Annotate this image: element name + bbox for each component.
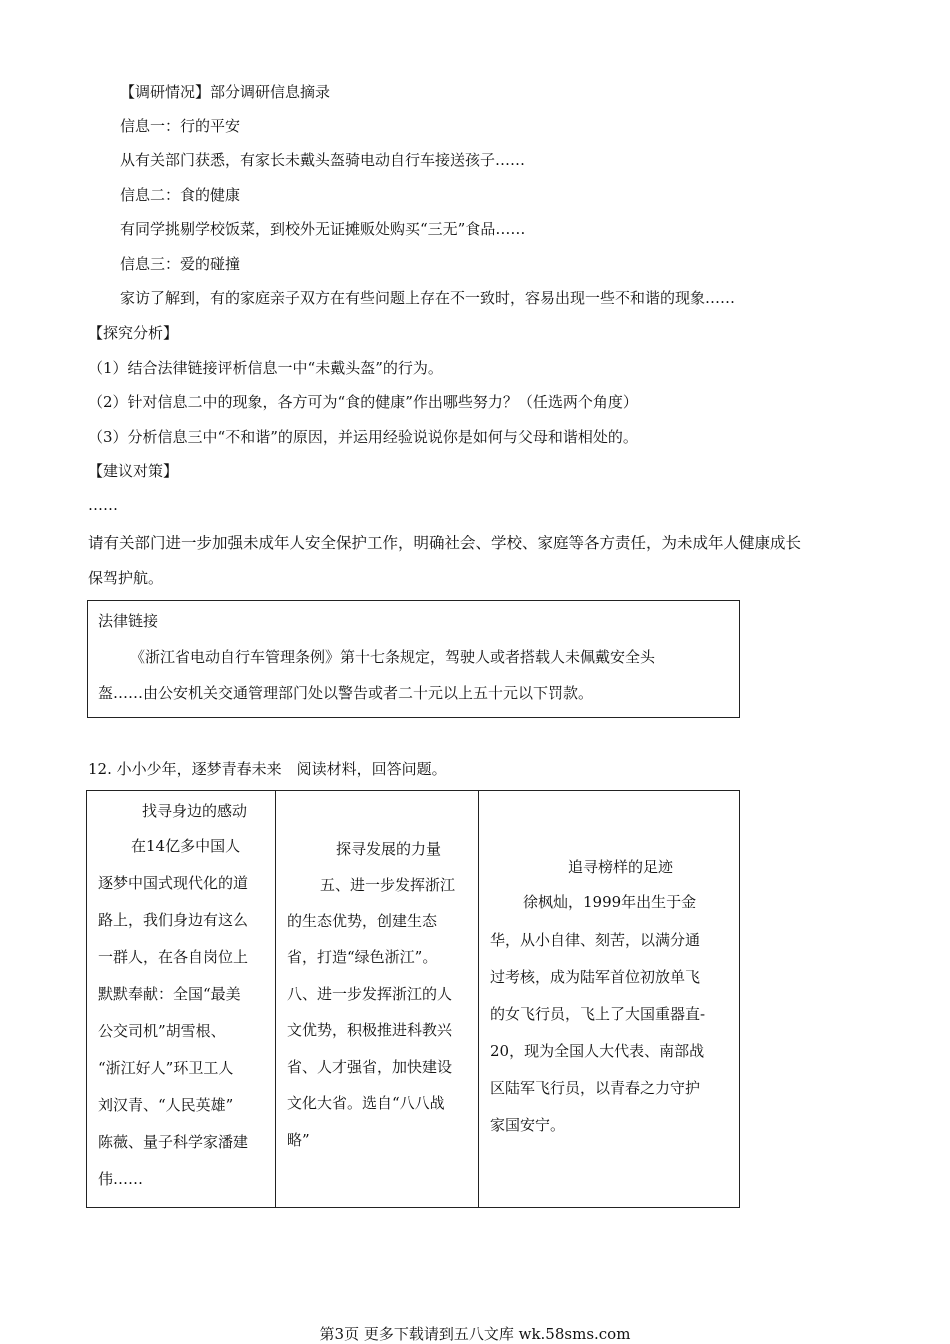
suggestion-ellipsis: ……	[88, 496, 118, 514]
info3-text: 家访了解到，有的家庭亲子双方在有些问题上存在不一致时，容易出现一些不和谐的现象……	[120, 289, 736, 307]
col2-line: 五、进一步发挥浙江	[320, 876, 456, 894]
col1-line: 伟……	[98, 1170, 144, 1188]
col1-line: 陈薇、量子科学家潘建	[98, 1133, 249, 1151]
col3-line: 20，现为全国人大代表、南部战	[490, 1042, 705, 1060]
col3-line: 徐枫灿，1999年出生于金	[523, 893, 697, 911]
col2-line: 略”	[287, 1131, 310, 1149]
col2-line: 文化大省。选自“八八战	[287, 1094, 445, 1112]
col1-line: 刘汉青、“人民英雄”	[98, 1096, 234, 1114]
col1-line: “浙江好人”环卫工人	[98, 1059, 234, 1077]
suggestion-heading: 【建议对策】	[88, 462, 179, 480]
survey-heading: 【调研情况】部分调研信息摘录	[120, 83, 331, 101]
col1-line: 逐梦中国式现代化的道	[98, 874, 249, 892]
question-3: （3）分析信息三中“不和谐”的原因，并运用经验说说你是如何与父母和谐相处的。	[88, 428, 638, 446]
col1-line: 在14亿多中国人	[131, 837, 241, 855]
law-link-line-1: 《浙江省电动自行车管理条例》第十七条规定，驾驶人或者搭载人未佩戴安全头	[130, 648, 656, 666]
col2-line: 的生态优势，创建生态	[287, 912, 438, 930]
col3-line: 过考核，成为陆军首位初放单飞	[490, 968, 701, 986]
law-link-line-2: 盔……由公安机关交通管理部门处以警告或者二十元以上五十元以下罚款。	[98, 684, 594, 702]
col2-line: 八、进一步发挥浙江的人	[287, 985, 453, 1003]
col2-line: 探寻发展的力量	[336, 840, 442, 858]
analysis-heading: 【探究分析】	[88, 324, 179, 342]
material-column-1	[87, 791, 276, 1207]
question-1: （1）结合法律链接评析信息一中“未戴头盔”的行为。	[88, 359, 443, 377]
material-column-2	[276, 791, 479, 1207]
col3-line: 区陆军飞行员，以青春之力守护	[490, 1079, 701, 1097]
col3-line: 的女飞行员，飞上了大国重器直-	[490, 1005, 706, 1023]
col1-line: 一群人，在各自岗位上	[98, 948, 249, 966]
col1-line: 默默奉献：全国“最美	[98, 985, 241, 1003]
col2-line: 省，打造“绿色浙江”。	[287, 948, 438, 966]
material-table	[86, 790, 740, 1208]
page-footer: 第3页 更多下载请到五八文库 wk.58sms.com	[319, 1325, 631, 1343]
material-column-3	[479, 791, 739, 1207]
col2-line: 省、人才强省，加快建设	[287, 1058, 453, 1076]
law-link-title: 法律链接	[98, 612, 159, 630]
col1-line: 公交司机”胡雪根、	[98, 1022, 226, 1040]
col3-line: 追寻榜样的足迹	[568, 858, 674, 876]
law-link-box	[87, 600, 740, 718]
col1-line: 找寻身边的感动	[142, 802, 248, 820]
info1-text: 从有关部门获悉，有家长未戴头盔骑电动自行车接送孩子……	[120, 151, 526, 169]
info2-title: 信息二：食的健康	[120, 186, 241, 204]
info2-text: 有同学挑剔学校饭菜，到校外无证摊贩处购买“三无”食品……	[120, 220, 526, 238]
question-2: （2）针对信息二中的现象，各方可为“食的健康”作出哪些努力？（任选两个角度）	[88, 393, 638, 411]
col3-line: 华，从小自律、刻苦，以满分通	[490, 931, 701, 949]
col2-line: 文优势，积极推进科教兴	[287, 1021, 453, 1039]
question-12-heading: 12. 小小少年，逐梦青春未来 阅读材料，回答问题。	[88, 760, 447, 778]
info3-title: 信息三：爱的碰撞	[120, 255, 241, 273]
col1-line: 路上，我们身边有这么	[98, 911, 249, 929]
suggestion-line-1: 请有关部门进一步加强未成年人安全保护工作，明确社会、学校、家庭等各方责任，为未成年人健康成长	[88, 534, 802, 552]
info1-title: 信息一：行的平安	[120, 117, 241, 135]
suggestion-line-2: 保驾护航。	[88, 569, 164, 587]
col3-line: 家国安宁。	[490, 1116, 566, 1134]
